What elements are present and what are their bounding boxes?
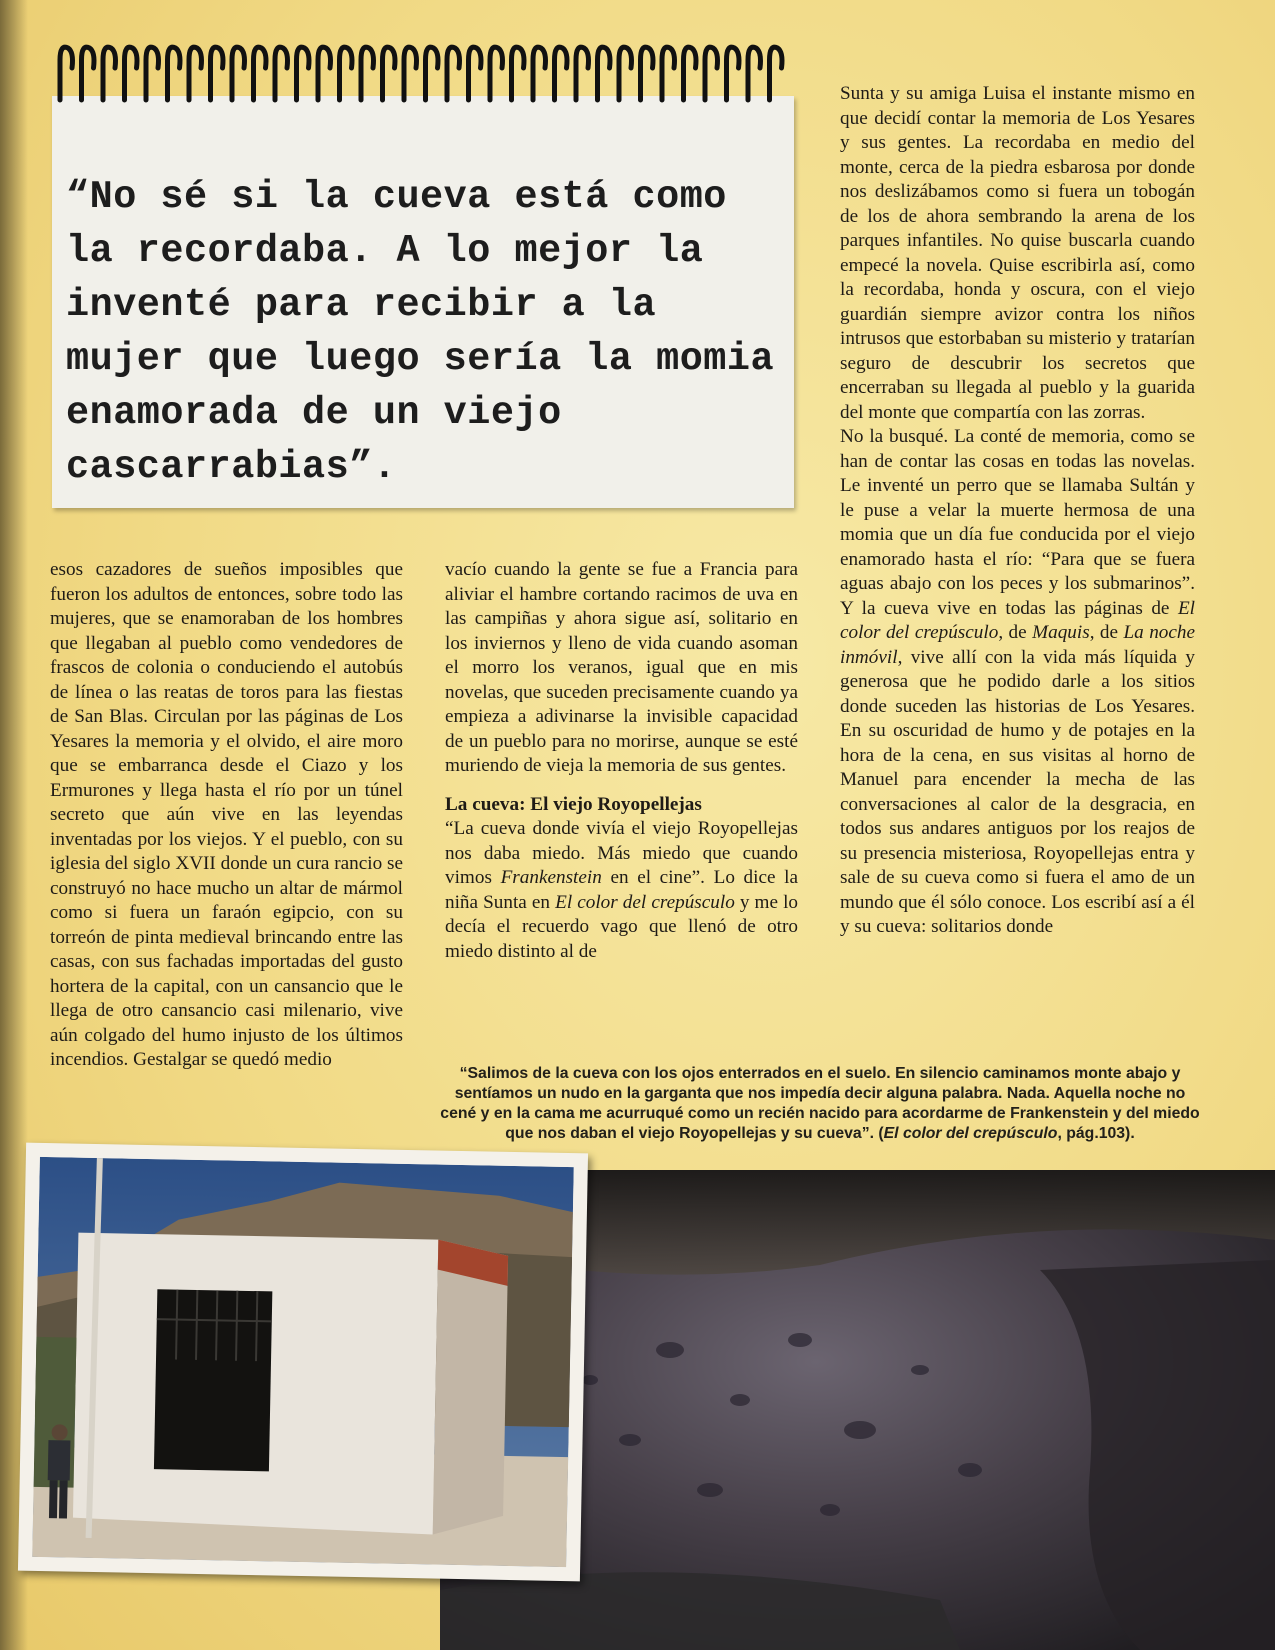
- book-title: El color del crepúsculo: [883, 1125, 1058, 1142]
- spiral-ring: [275, 47, 288, 100]
- spiral-ring: [146, 47, 159, 100]
- spiral-ring: [447, 47, 460, 100]
- spiral-ring: [641, 47, 654, 100]
- village-house-photo: [18, 1143, 588, 1582]
- paragraph: No la busqué. La conté de memoria, como se han de contar las cosas en todas las novelas. Le inventé un perro que se llamaba Sultán y le puse a velar la muerte hermosa de una momia que un día fue conducida por el viejo enamorado hasta el río: “Para que se fuera aguas abajo con los peces y los submarinos”. Y la cueva vive en todas las páginas de El color del crepúsculo, de Maquis, de La noche inmóvil, vive allí con la vida más líquida y generosa que he podido darle a los sitios donde suceden las historias de Los Yesares. En su oscuridad de humo y de potajes en la hora de la cena, en sus visitas al horno de Manuel para encender la mecha de las conversaciones al calor de la desgracia, en todos sus andares antiguos por los reajos de su presencia misteriosa, Royopellejas entra y sale de su cueva como si fuera el amo de un mundo que él sólo conoce. Los escribí así a él y su cueva: solitarios donde: [840, 426, 1196, 937]
- spiral-ring: [576, 47, 589, 100]
- paragraph: “La cueva donde vivía el viejo Royopellejas nos daba miedo. Más miedo que cuando vimos Frankenstein en el cine”. Lo dice la niña Sunta en El color del crepúsculo y me lo decía el recuerdo vago que llenó de otro miedo distinto al de: [445, 818, 798, 962]
- spiral-ring: [383, 47, 396, 100]
- spiral-ring: [662, 47, 675, 100]
- spiral-ring: [82, 47, 95, 100]
- spiral-ring: [125, 47, 138, 100]
- spiral-ring: [404, 47, 417, 100]
- spiral-ring: [490, 47, 503, 100]
- section-subheading: La cueva: El viejo Royopellejas: [445, 793, 702, 815]
- spiral-ring: [684, 47, 697, 100]
- book-title: El color del crepúsculo: [555, 891, 735, 913]
- spiral-ring: [555, 47, 568, 100]
- spiral-ring: [748, 47, 761, 100]
- photo-caption: “Salimos de la cueva con los ojos enterrados en el suelo. En silencio caminamos monte abajo y sentíamos un nudo en la garganta que nos impedía decir alguna palabra. Nada. Aquella noche no cené y en la cama me acurruqué como un recién nacido para acordarme de Frankenstein y del miedo que nos daban el viejo Royopellejas y su cueva”. (El color del crepúsculo, pág.103).: [440, 1065, 1200, 1142]
- spiral-ring: [705, 47, 718, 100]
- spiral-ring: [469, 47, 482, 100]
- pull-quote: “No sé si la cueva está como la recordaba. A lo mejor la inventé para recibir a la mujer que luego sería la momia enamorada de un viejo cascarrabias”.: [66, 175, 775, 489]
- spiral-ring: [211, 47, 224, 100]
- spiral-ring: [619, 47, 632, 100]
- spiral-ring: [189, 47, 202, 100]
- spiral-ring: [168, 47, 181, 100]
- book-title: Maquis: [1032, 622, 1090, 643]
- spiral-ring: [727, 47, 740, 100]
- spiral-ring: [512, 47, 525, 100]
- spiral-ring: [232, 47, 245, 100]
- paragraph: esos cazadores de sueños imposibles que fueron los adultos de entonces, sobre todo las mujeres, que se enamoraban de los hombres que llegaban al pueblo como vendedores de frascos de colonia o conduciendo el autobús de línea o las reatas de toros para las fiestas de San Blas. Circulan por las páginas de Los Yesares la memoria y el olvido, el aire moro que se embarranca desde el Ciazo y los Ermurones y llega hasta el río por un túnel secreto que aún vive en las leyendas inventadas por los viejos. Y el pueblo, con su iglesia del siglo XVII donde un cura rancio se construyó no hace mucho un altar de mármol como si fuera un faraón egipcio, con su torreón de pinta medieval brincando entre las casas, con sus fachadas importadas del gusto hortera de la capital, con un cansancio que le llega de otro cansancio casi milenario, vive aún colgado del humo injusto de los últimos incendios. Gestalgar se quedó medio: [50, 559, 403, 1070]
- spiral-ring: [598, 47, 611, 100]
- spiral-ring: [361, 47, 374, 100]
- spiral-ring: [254, 47, 267, 100]
- spiral-ring: [770, 47, 783, 100]
- spiral-ring: [103, 47, 116, 100]
- spiral-ring: [60, 47, 73, 100]
- film-title: Frankenstein: [500, 867, 602, 888]
- article-column-left: [50, 558, 403, 1073]
- book-title: El color del crepúsculo: [840, 597, 1196, 643]
- book-title: La noche inmóvil: [840, 622, 1196, 668]
- spiral-ring: [318, 47, 331, 100]
- paragraph: Sunta y su amiga Luisa el instante mismo en que decidí contar la memoria de Los Yesares y sus gentes. La recordaba en medio del monte, cerca de la piedra esbarosa por donde nos deslizábamos como si fuera un tobogán de los de ahora sembrando la arena de los parques infantiles. No quise buscarla cuando empecé la novela. Quise escribirla así, como la recordaba, honda y oscura, con el viejo guardián siempre avizor contra los niños intrusos que estorbaban su misterio y tratarían seguro de descubrir los secretos que encerraban su llegada al pueblo y la guarida del monte que compartía con las zorras.: [840, 83, 1195, 423]
- spiral-ring: [340, 47, 353, 100]
- spiral-ring: [533, 47, 546, 100]
- spiral-ring: [426, 47, 439, 100]
- article-column-middle: [445, 558, 798, 964]
- spiral-ring: [297, 47, 310, 100]
- paragraph: vacío cuando la gente se fue a Francia para aliviar el hambre cortando racimos de uva en las campiñas y ahora sigue así, solitario en los inviernos y lleno de vida cuando asoman el morro los veranos, igual que en mis novelas, que suceden precisamente cuando ya empieza a adivinarse la invisible capacidad de un pueblo para no morirse, aunque se esté muriendo de vieja la memoria de sus gentes.: [445, 559, 798, 776]
- spiral-binding: [52, 38, 794, 108]
- article-column-right: [840, 82, 1195, 940]
